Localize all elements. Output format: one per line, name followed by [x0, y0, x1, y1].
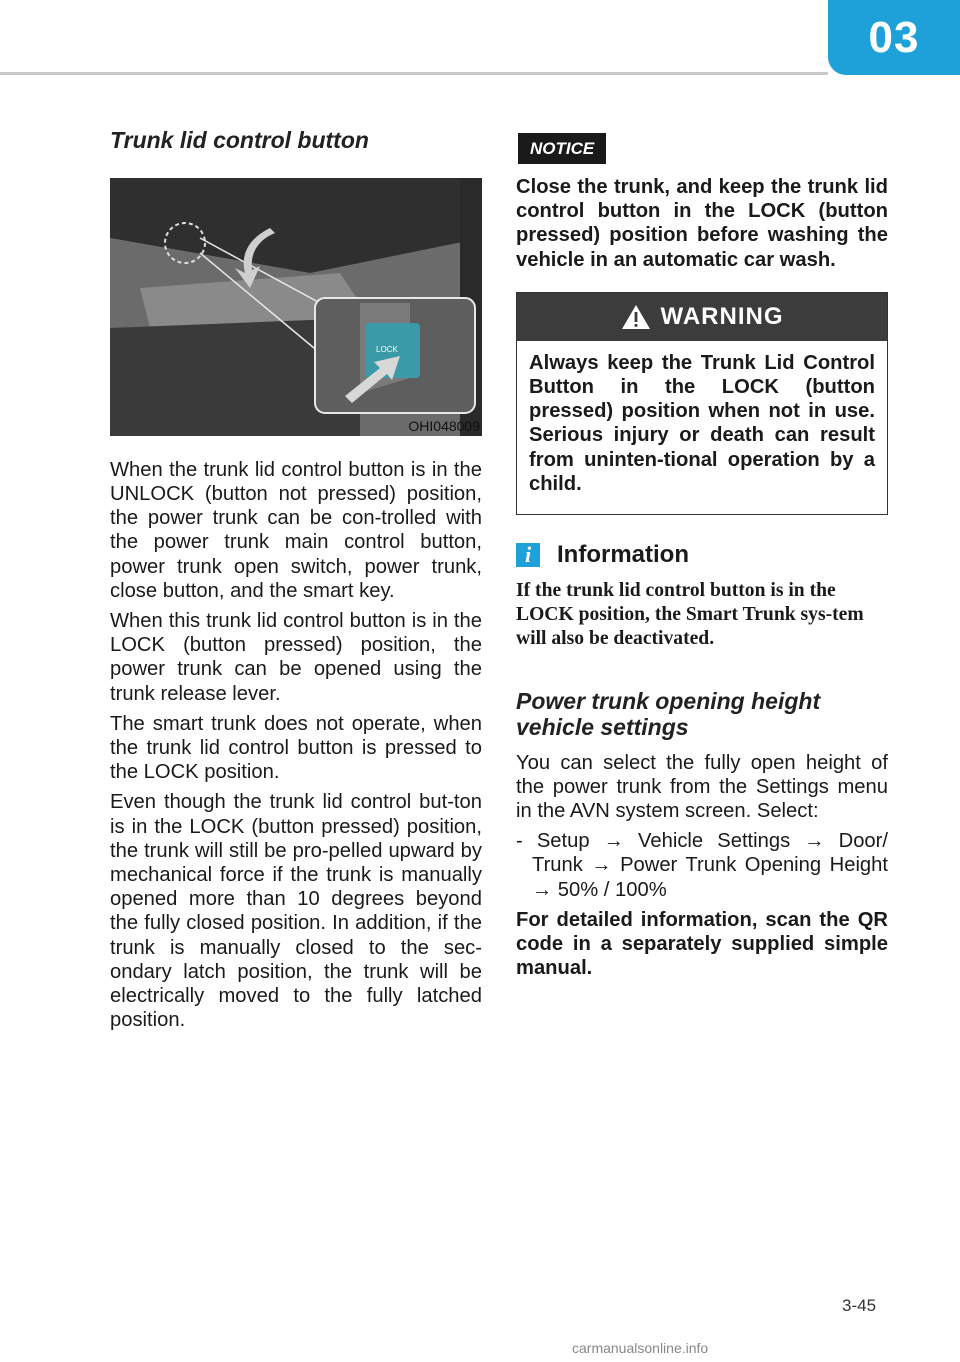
warning-label: WARNING	[660, 302, 784, 330]
information-text: If the trunk lid control button is in the LOCK position, the Smart Trunk sys-tem will also be deactivated.	[516, 580, 864, 650]
trunk-lid-button-figure	[110, 178, 482, 436]
body-paragraph: Even though the trunk lid control but-ton is in the LOCK (button pressed) position, the trunk will still be pro-pelled upward by mechanical force if the trunk is manually opened more than 10 degrees beyond the fully closed position. In addition, if the trunk is manually closed to the sec-ondary latch position, the trunk will be electrically moved to the fully latched position.	[110, 791, 482, 1032]
body-paragraph: You can select the fully open height of the power trunk from the Settings menu in the AVN system screen. Select:	[516, 751, 888, 822]
warning-box	[516, 292, 888, 515]
section-heading: Trunk lid control button	[110, 127, 369, 153]
warning-triangle-icon	[621, 304, 651, 330]
svg-text:LOCK: LOCK	[376, 344, 398, 354]
settings-path: - Setup → Vehicle Settings → Door/ Trunk → Power Trunk Opening Height → 50% / 100%	[516, 830, 888, 901]
right-column	[516, 128, 888, 980]
watermark: carmanualsonline.info	[572, 1340, 709, 1356]
header-rule	[0, 72, 828, 75]
qr-note: For detailed information, scan the QR code in a separately supplied simple manual.	[516, 908, 888, 980]
warning-header	[517, 293, 887, 341]
chapter-tab: 03	[828, 0, 960, 75]
left-column	[110, 128, 482, 1038]
figure-code: OHI048009	[408, 417, 480, 434]
body-paragraph: The smart trunk does not operate, when the trunk lid control button is pressed to the LOCK position.	[110, 712, 482, 784]
page-number: 3-45	[842, 1296, 877, 1315]
notice-text: Close the trunk, and keep the trunk lid control button in the LOCK (button pressed) position before washing the vehicle in an automatic car wash.	[516, 176, 888, 271]
information-header	[516, 541, 888, 569]
body-paragraph: When the trunk lid control button is in the UNLOCK (button not pressed) position, the power trunk can be con-trolled with the power trunk main control button, power trunk open switch, power trunk, close button, and the smart key.	[110, 458, 482, 602]
information-title: Information	[557, 541, 689, 569]
warning-text: Always keep the Trunk Lid Control Button in the LOCK (button pressed) position when not in use. Serious injury or death can result from uninten-tional operation by a child.	[529, 351, 875, 495]
info-icon: i	[516, 543, 540, 567]
section-heading-2: Power trunk opening height vehicle settings	[516, 688, 821, 740]
body-paragraph: When this trunk lid control button is in the LOCK (button pressed) position, the power trunk can be opened using the trunk release lever.	[110, 609, 482, 705]
notice-badge: NOTICE	[518, 133, 606, 164]
